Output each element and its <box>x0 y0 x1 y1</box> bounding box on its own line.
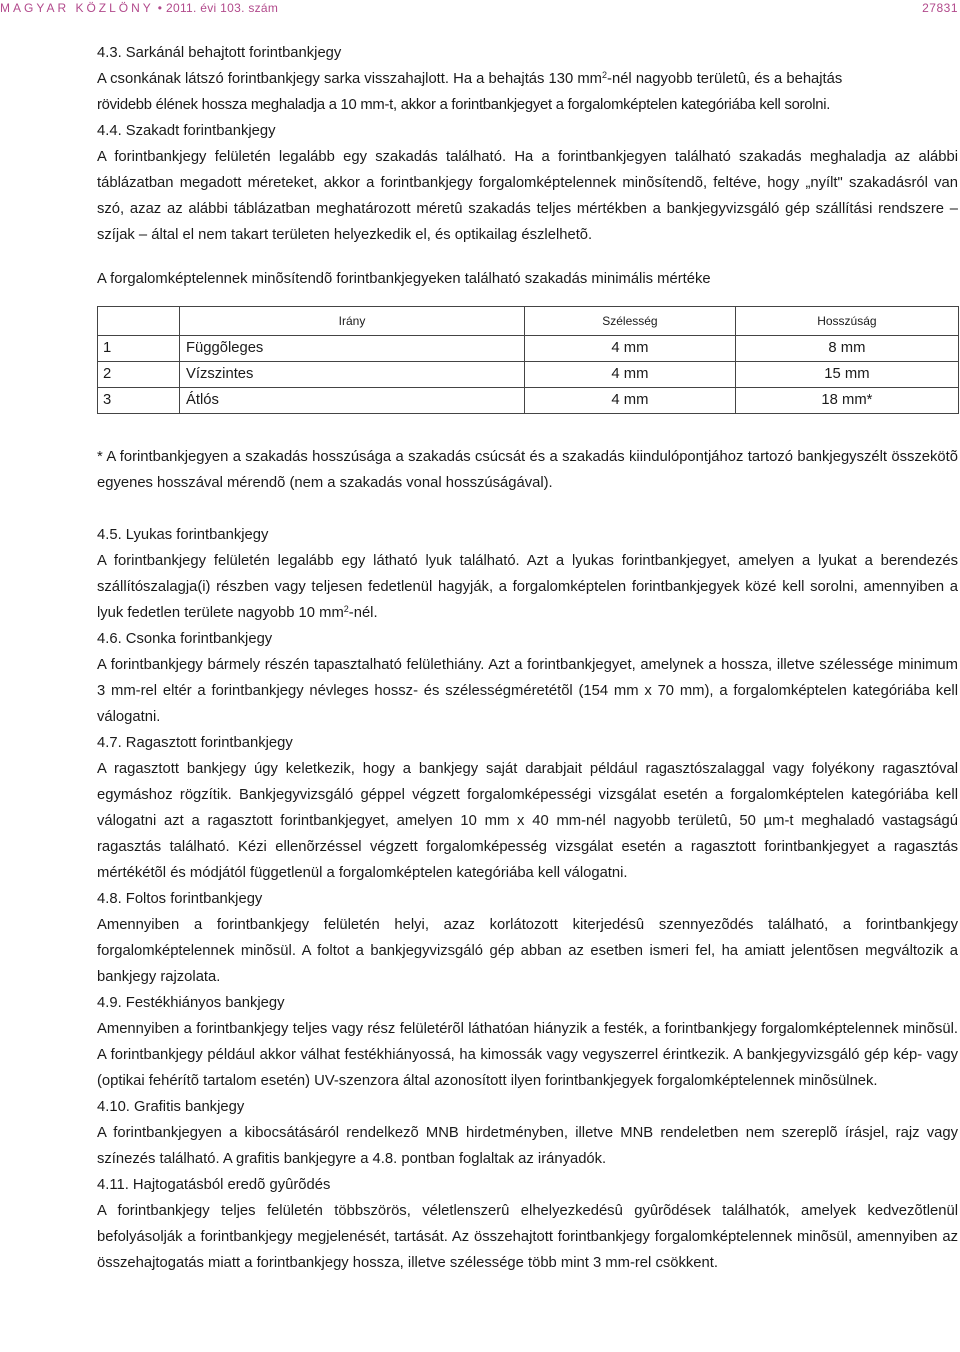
section-4-4-body: A forintbankjegy felületén legalább egy szakadás található. Ha a forintbankjegyen található szakadás meghaladja az alábbi táblázatban megadott méreteket, akkor a forintbankjegy forgalomképtelennek minõsítendõ, feltéve, hogy „nyílt" szakadásról van szó, azaz az alábbi táblázatban meghatározott méretû szakadás teljes mértékben a bankjegyvizsgáló gép szállítási rendszere – szíjak – által el nem takart területen helyezkedik el, és optikailag észlelhetõ. <box>97 149 958 243</box>
section-4-3-title: 4.3. Sarkánál behajtott forintbankjegy <box>97 45 342 61</box>
table-cell-number: 1 <box>98 336 180 362</box>
table-cell-direction: Függõleges <box>180 336 525 362</box>
table-cell-width: 4 mm <box>525 388 736 414</box>
table-cell-direction: Átlós <box>180 388 525 414</box>
section-4-3-line-1 <box>97 66 958 92</box>
table-row <box>98 388 959 414</box>
section-4-5-body <box>97 548 958 626</box>
page-number: 27831 <box>922 1 958 15</box>
superscript: 2 <box>343 604 349 614</box>
section-4-8-title: 4.8. Foltos forintbankjegy <box>97 891 263 907</box>
section-4-5-text-a: A forintbankjegy felületén legalább egy látható lyuk található. Azt a lyukas forintbankjegyet, amelyen a lyukat a berendezés szállítószalagja(i) részben vagy teljesen fedetlenül hagyják, a forgalomképtelen forintbankjegyek közé kell sorolni, amennyiben a lyuk fedetlen területe nagyobb 10 mm <box>97 553 958 621</box>
table-footnote: * A forintbankjegyen a szakadás hosszúsága a szakadás csúcsát és a szakadás kiindulópontjához tartozó bankjegyszélt összekötõ egyenes hosszával mérendõ (nem a szakadás vonal hosszúságával). <box>97 449 958 491</box>
section-4-5-text-b: -nél. <box>348 605 378 621</box>
table-header-row <box>98 307 959 336</box>
section-4-10-title: 4.10. Grafitis bankjegy <box>97 1099 245 1115</box>
section-4-3-text-b: -nél nagyobb területû, és a behajtás <box>607 71 843 87</box>
section-4-9-body: Amennyiben a forintbankjegy teljes vagy rész felületérõl láthatóan hiányzik a festék, a forintbankjegy forgalomképtelennek minõsül. A forintbankjegy például akkor válhat festékhiányossá, ha kimossák vagy vegyszerrel érintkezik. A bankjegyvizsgáló gép kép- vagy (optikai fehérítõ tartalom esetén) UV-szenzora által azonosított ilyen forintbankjegyek forgalomképtelennek minõsülnek. <box>97 1021 958 1089</box>
table-header-length: Hosszúság <box>735 307 958 336</box>
section-4-3-line-2: rövidebb élének hossza meghaladja a 10 mm-t, akkor a forintbankjegyet a forgalomképtelen kategóriába kell sorolni. <box>97 97 831 113</box>
publication-name: MAGYAR KÖZLÖNY <box>0 1 154 15</box>
table-row <box>98 336 959 362</box>
section-4-11-title: 4.11. Hajtogatásból eredõ gyûrõdés <box>97 1177 331 1193</box>
section-4-9-title: 4.9. Festékhiányos bankjegy <box>97 995 285 1011</box>
section-4-3-text-a: A csonkának látszó forintbankjegy sarka visszahajlott. Ha a behajtás 130 mm <box>97 71 603 87</box>
table-header-number <box>98 307 180 336</box>
table-cell-width: 4 mm <box>525 362 736 388</box>
superscript: 2 <box>602 70 608 80</box>
bullet-separator: • <box>157 1 162 15</box>
table-header-direction: Irány <box>180 307 525 336</box>
table-cell-length: 18 mm* <box>735 388 958 414</box>
issue-label: 2011. évi 103. szám <box>166 1 279 15</box>
table-cell-number: 2 <box>98 362 180 388</box>
section-4-5-title: 4.5. Lyukas forintbankjegy <box>97 527 269 543</box>
section-4-6-body: A forintbankjegy bármely részén tapasztalható felülethiány. Azt a forintbankjegyet, amelynek a hossza, illetve szélessége minimum 3 mm-rel eltér a forintbankjegy névleges hossz- és szélességméretétõl (154 mm x 70 mm), a forgalomképtelen kategóriába kell válogatni. <box>97 657 958 725</box>
section-4-11-body: A forintbankjegy teljes felületén többszörös, véletlenszerû elhelyezkedésû gyûrõdések találhatók, amelyek kedvezõtlenül befolyásolják a forintbankjegy megjelenését, tartását. Az összehajtott forintbankjegy forgalomképtelennek minõsül, amennyiben az összehajtogatás miatt a forintbankjegy hossza, illetve szélessége több mint 3 mm-rel csökkent. <box>97 1203 958 1271</box>
table-cell-direction: Vízszintes <box>180 362 525 388</box>
page-header <box>0 0 960 16</box>
section-4-7-body: A ragasztott bankjegy úgy keletkezik, hogy a bankjegy saját darabjait például ragasztószalaggal vagy folyékony ragasztóval egymáshoz rögzítik. Bankjegyvizsgáló géppel végzett forgalomképességi vizsgálat esetén a forgalomképtelen kategóriába kell válogatni azt a ragasztott forintbankjegyet, amelyen 10 mm x 40 mm-nél nagyobb területû, 50 µm-t meghaladó vastagságú ragasztás található. Kézi ellenõrzéssel végzett forgalomképesség vizsgálat esetén a ragasztott forintbankjegyet a ragasztás mértékétõl és módjától függetlenül a forgalomképtelen kategóriába kell válogatni. <box>97 761 958 881</box>
section-4-6-title: 4.6. Csonka forintbankjegy <box>97 631 273 647</box>
page-body <box>97 40 958 1276</box>
table-row <box>98 362 959 388</box>
running-head <box>0 0 278 16</box>
section-4-8-body: Amennyiben a forintbankjegy felületén helyi, azaz korlátozott kiterjedésû szennyezõdés található, a forintbankjegy forgalomképtelennek minõsül. A foltot a bankjegyvizsgáló gép abban az esetben ismeri fel, ha amiatt jelentõsen megváltozik a bankjegy rajzolata. <box>97 917 958 985</box>
section-4-7-title: 4.7. Ragasztott forintbankjegy <box>97 735 293 751</box>
table-cell-width: 4 mm <box>525 336 736 362</box>
table-header-width: Szélesség <box>525 307 736 336</box>
table-caption: A forgalomképtelennek minõsítendõ forintbankjegyeken található szakadás minimális mértéke <box>97 271 711 287</box>
section-4-10-body: A forintbankjegyen a kibocsátásáról rendelkezõ MNB hirdetményben, illetve MNB rendeletben nem szereplõ írásjel, rajz vagy színezés található. A grafitis bankjegyre a 4.8. pontban foglaltak az irányadók. <box>97 1125 958 1167</box>
section-4-4-title: 4.4. Szakadt forintbankjegy <box>97 123 276 139</box>
table-cell-length: 8 mm <box>735 336 958 362</box>
table-cell-length: 15 mm <box>735 362 958 388</box>
tear-size-table <box>97 306 959 414</box>
table-cell-number: 3 <box>98 388 180 414</box>
